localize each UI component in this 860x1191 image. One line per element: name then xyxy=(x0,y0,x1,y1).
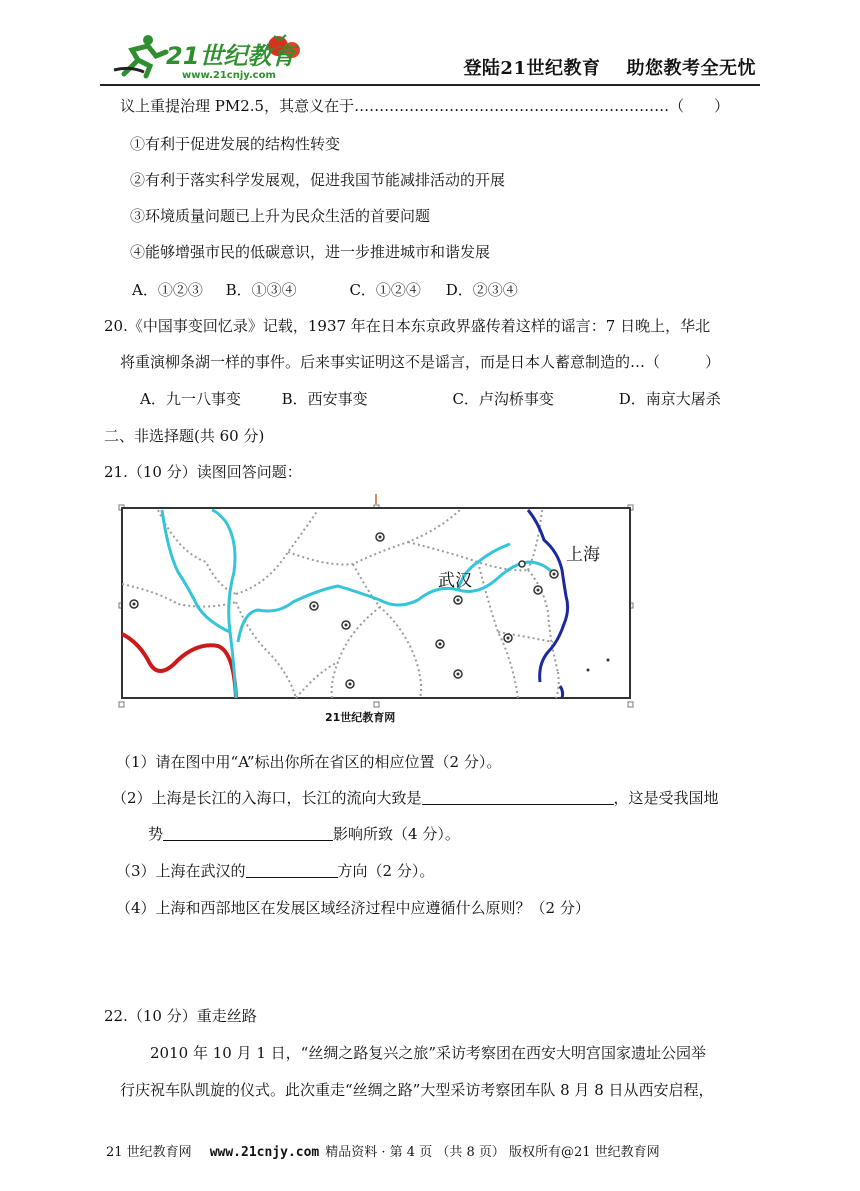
section-title: 二、非选择题(共 60 分) xyxy=(104,427,265,445)
city-dot-icon xyxy=(454,670,462,678)
running-man-icon xyxy=(114,35,166,76)
city-dot-icon xyxy=(130,600,138,608)
page-footer xyxy=(106,1141,660,1160)
q19-choice-b[interactable]: B．①③④ xyxy=(225,281,297,299)
q21-sub1: （1）请在图中用“A”标出你所在省区的相应位置（2 分）。 xyxy=(116,753,502,771)
q20-choice-b[interactable]: B．西安事变 xyxy=(281,390,368,408)
q22-stem: 22.（10 分）重走丝路 xyxy=(104,1007,257,1025)
q21-sub2-d: 影响所致（4 分）。 xyxy=(333,825,460,843)
q21-sub3-a: （3）上海在武汉的 xyxy=(116,862,246,880)
page-header xyxy=(100,28,760,86)
city-dot-icon xyxy=(342,621,350,629)
yangtze-map[interactable] xyxy=(118,492,634,710)
q19-stem: 议上重提治理 PM2.5，其意义在于………………………………………………………（ ） xyxy=(120,97,730,115)
q22-para-line1: 2010 年 10 月 1 日，“丝绸之路复兴之旅”采访考察团在西安大明宫国家遗址公园举 xyxy=(150,1044,706,1062)
map-label-shanghai: 上海 xyxy=(566,545,600,565)
slogan-left: 登陆21世纪教育 xyxy=(463,58,601,79)
q19-option-3: ③环境质量问题已上升为民众生活的首要问题 xyxy=(130,207,431,225)
footer-right: 精品资料 · 第 4 页 （共 8 页） 版权所有@21 世纪教育网 xyxy=(325,1145,660,1160)
q20-choice-d[interactable]: D．南京大屠杀 xyxy=(618,390,721,408)
q20-choice-a[interactable]: A．九一八事变 xyxy=(140,390,241,408)
q19-choice-d[interactable]: D．②③④ xyxy=(445,281,518,299)
city-dot-icon xyxy=(534,586,542,594)
city-dot-icon xyxy=(504,634,512,642)
map-label-wuhan: 武汉 xyxy=(438,571,472,591)
q19-choices xyxy=(132,280,518,300)
answer-blank-flow-direction[interactable] xyxy=(422,788,614,805)
city-dot-icon xyxy=(346,680,354,688)
q21-sub3 xyxy=(116,861,434,881)
q19-option-4: ④能够增强市民的低碳意识，进一步推进城市和谐发展 xyxy=(130,243,491,261)
header-slogan xyxy=(437,54,756,80)
map-caption: 21世纪教育网 xyxy=(325,711,396,724)
answer-blank-direction[interactable] xyxy=(246,861,338,878)
q21-sub2 xyxy=(112,788,719,808)
q21-sub2-a: （2）上海是长江的入海口，长江的流向大致是 xyxy=(112,789,422,807)
q21-sub2-b: ，这是受我国地 xyxy=(613,789,719,807)
logo-text: 21世纪教育 xyxy=(166,42,296,70)
answer-blank-terrain[interactable] xyxy=(163,824,333,841)
q22-para-line2: 行庆祝车队凯旋的仪式。此次重走“丝绸之路”大型采访考察团车队 8 月 8 日从西安启程， xyxy=(120,1081,714,1099)
q21-sub2-c: 势 xyxy=(148,825,164,843)
q20-choice-c[interactable]: C．卢沟桥事变 xyxy=(452,390,554,408)
city-dot-shanghai-icon xyxy=(550,570,558,578)
city-dot-icon xyxy=(310,602,318,610)
city-dot-wuhan-icon xyxy=(454,596,462,604)
footer-site-link[interactable]: www.21cnjy.com xyxy=(209,1145,320,1160)
site-logo xyxy=(110,30,310,82)
footer-left: 21 世纪教育网 xyxy=(106,1145,192,1160)
q19-option-1: ①有利于促进发展的结构性转变 xyxy=(130,135,341,153)
city-dot-icon xyxy=(376,533,384,541)
logo-url: www.21cnjy.com xyxy=(182,70,276,81)
q21-sub2-cont xyxy=(148,824,460,844)
q21-sub4: （4）上海和西部地区在发展区域经济过程中应遵循什么原则？（2 分） xyxy=(116,899,590,917)
yangtze-map-svg xyxy=(118,492,634,710)
q19-choice-c[interactable]: C．①②④ xyxy=(349,281,421,299)
q20-stem-line2: 将重演柳条湖一样的事件。后来事实证明这不是谣言，而是日本人蓄意制造的…（ ） xyxy=(120,353,721,371)
q20-choices xyxy=(140,389,721,409)
slogan-right: 助您教考全无忧 xyxy=(626,58,756,79)
q21-sub3-b: 方向（2 分）。 xyxy=(337,862,435,880)
q20-stem-line1: 20.《中国事变回忆录》记载，1937 年在日本东京政界盛传着这样的谣言：7 日晚上，华北 xyxy=(104,317,711,335)
city-dot-icon xyxy=(436,640,444,648)
q19-option-2: ②有利于落实科学发展观，促进我国节能减排活动的开展 xyxy=(130,171,506,189)
q21-stem: 21.（10 分）读图回答问题： xyxy=(104,463,302,481)
q19-choice-a[interactable]: A．①②③ xyxy=(132,281,203,299)
city-dot-icon xyxy=(519,561,525,567)
